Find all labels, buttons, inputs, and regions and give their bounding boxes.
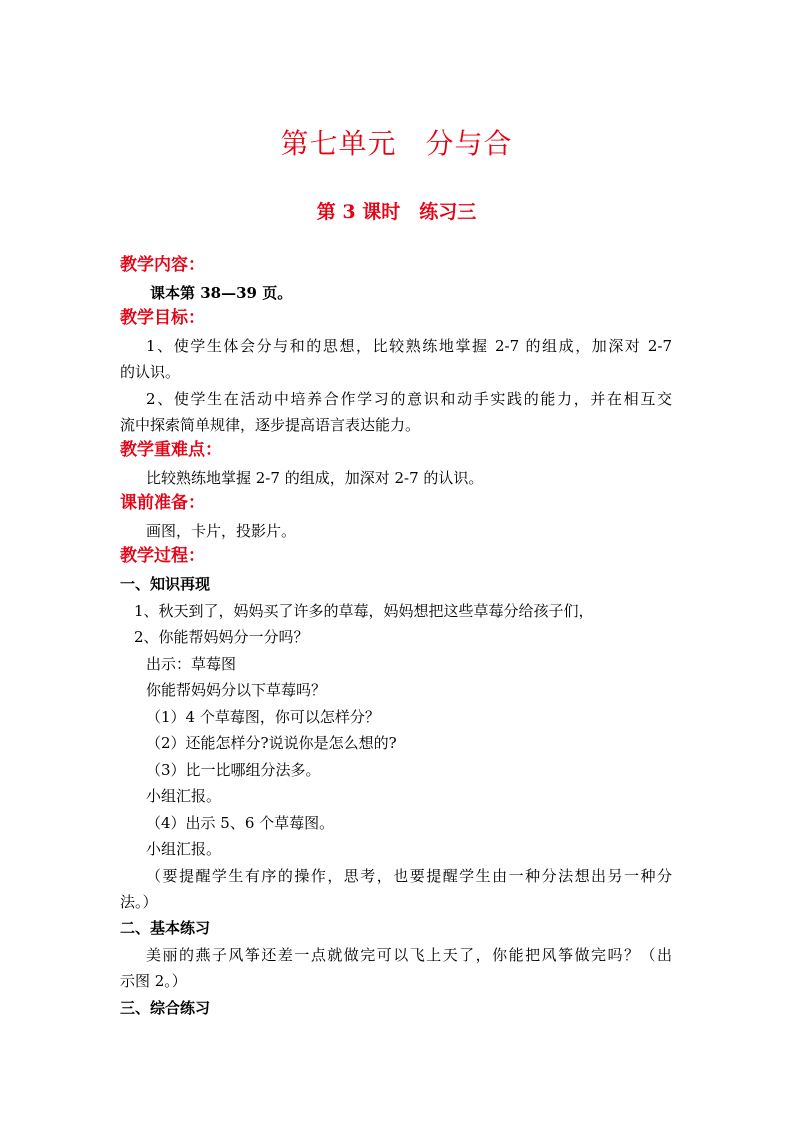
lesson-subtitle: 第 3 课时 练习三	[316, 201, 477, 223]
objective-1-line-1: 1、使学生体会分与和的思想，比较熟练地掌握 2-7 的组成，加深对 2-7	[146, 337, 672, 355]
objective-1-line-2: 的认识。	[120, 363, 181, 381]
document-title: 第七单元 分与合	[280, 127, 513, 160]
section-2-heading: 二、基本练习	[120, 919, 211, 937]
basic-practice-line-1: 美丽的燕子风筝还差一点就做完可以飞上天了，你能把风筝做完吗？（出	[146, 946, 672, 964]
heading-teaching-content: 教学内容：	[120, 255, 205, 275]
section-3-heading: 三、综合练习	[120, 999, 211, 1017]
question-3: （3）比一比哪组分法多。	[146, 761, 321, 779]
heading-teaching-process: 教学过程：	[120, 546, 205, 566]
question-2: （2）还能怎样分?说说你是怎么想的?	[146, 734, 397, 752]
objective-2-line-1: 2、使学生在活动中培养合作学习的意识和动手实践的能力，并在相互交	[146, 390, 672, 408]
heading-preparation: 课前准备：	[120, 493, 205, 513]
group-report-2: 小组汇报。	[146, 840, 222, 858]
process-step-2: 2、你能帮妈妈分一分吗？	[134, 628, 309, 646]
preparation-text: 画图，卡片，投影片。	[146, 522, 297, 540]
section-1-heading: 一、知识再现	[120, 575, 211, 593]
objective-2-line-2: 流中探索简单规律，逐步提高语言表达能力。	[120, 416, 421, 434]
question-4: （4）出示 5、6 个草莓图。	[146, 814, 335, 832]
question-1: （1）4 个草莓图，你可以怎样分？	[146, 708, 380, 726]
basic-practice-line-2: 示图 2。）	[120, 972, 187, 990]
show-strawberry-picture: 出示：草莓图	[146, 655, 237, 673]
process-step-1: 1、秋天到了，妈妈买了许多的草莓，妈妈想把这些草莓分给孩子们，	[134, 602, 594, 620]
heading-teaching-objectives: 教学目标：	[120, 308, 205, 328]
textbook-pages: 课本第 38—39 页。	[150, 284, 293, 302]
reminder-line-2: 法。）	[120, 893, 158, 911]
question-divide-strawberries: 你能帮妈妈分以下草莓吗？	[146, 681, 327, 699]
key-difficulty-text: 比较熟练地掌握 2-7 的组成，加深对 2-7 的认识。	[146, 469, 484, 487]
reminder-line-1: （要提醒学生有序的操作，思考，也要提醒学生由一种分法想出另一种分	[146, 867, 672, 885]
group-report-1: 小组汇报。	[146, 787, 222, 805]
heading-key-difficulties: 教学重难点：	[120, 440, 222, 460]
